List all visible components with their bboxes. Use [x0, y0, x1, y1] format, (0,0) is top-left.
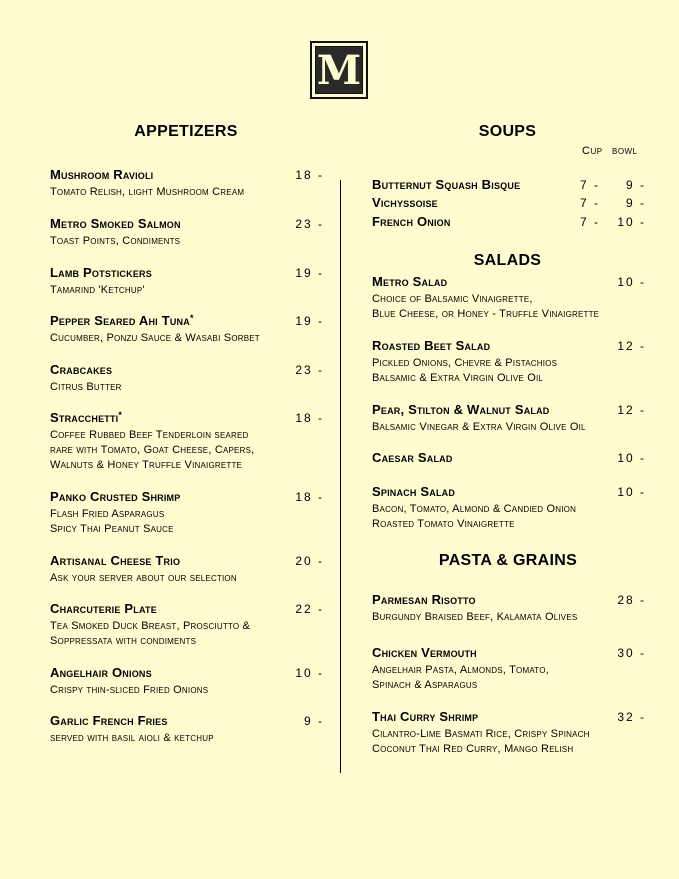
salad-item-description: Balsamic & Extra Virgin Olive Oil: [372, 372, 544, 384]
salad-item-name: Roasted Beet Salad: [372, 338, 491, 353]
pasta-grains-heading: PASTA & GRAINS: [438, 552, 578, 569]
salad-item-price: 10 -: [617, 451, 646, 465]
appetizer-item-price: 23 -: [295, 363, 324, 377]
logo-emblem: [315, 46, 363, 94]
salad-item-description: Roasted Tomato Vinaigrette: [372, 518, 515, 530]
asterisk-mark: *: [118, 410, 123, 420]
salad-item-price: 12 -: [617, 339, 646, 353]
pasta-item-description: Burgundy Braised Beef, Kalamata Olives: [372, 611, 578, 623]
soup-bowl-price: 9 -: [625, 178, 646, 192]
salad-item-price: 10 -: [617, 485, 646, 499]
soup-item-name: French Onion: [372, 214, 451, 229]
appetizer-item-name: Lamb Potstickers: [50, 265, 152, 280]
appetizer-item-name: Stracchetti*: [50, 410, 123, 425]
appetizer-item-description: served with basil aioli & ketchup: [50, 732, 214, 744]
pasta-item-name: Thai Curry Shrimp: [372, 709, 479, 724]
salad-item-description: Blue Cheese, or Honey - Truffle Vinaigrette: [372, 308, 600, 320]
pasta-item-description: Coconut Thai Red Curry, Mango Relish: [372, 743, 574, 755]
appetizer-item-name: Metro Smoked Salmon: [50, 216, 181, 231]
salad-item-description: Balsamic Vinegar & Extra Virgin Olive Oil: [372, 421, 586, 433]
pasta-item-price: 32 -: [617, 710, 646, 724]
appetizer-item-description: Cucumber, Ponzu Sauce & Wasabi Sorbet: [50, 332, 260, 344]
appetizer-item-name: Panko Crusted Shrimp: [50, 489, 181, 504]
salad-item-price: 10 -: [617, 275, 646, 289]
salad-item-name: Pear, Stilton & Walnut Salad: [372, 402, 550, 417]
appetizer-item-description: Tomato Relish, light Mushroom Cream: [50, 186, 245, 198]
appetizer-item-description: Toast Points, Condiments: [50, 235, 181, 247]
restaurant-logo: [310, 41, 368, 99]
appetizer-item-name: Charcuterie Plate: [50, 601, 157, 616]
appetizer-item-name: Pepper Seared Ahi Tuna*: [50, 313, 194, 328]
appetizer-item-description: Citrus Butter: [50, 381, 122, 393]
appetizer-item-description: Soppressata with condiments: [50, 635, 197, 647]
pasta-item-description: Cilantro-Lime Basmati Rice, Crispy Spinach: [372, 728, 590, 740]
pasta-item-price: 30 -: [617, 646, 646, 660]
soup-cup-price: 7 -: [579, 215, 600, 229]
salad-item-name: Metro Salad: [372, 274, 448, 289]
column-divider: [340, 180, 341, 773]
salad-item-name: Caesar Salad: [372, 450, 453, 465]
appetizer-item-name: Artisanal Cheese Trio: [50, 553, 181, 568]
pasta-item-price: 28 -: [617, 593, 646, 607]
salad-item-description: Bacon, Tomato, Almond & Candied Onion: [372, 503, 577, 515]
appetizer-item-name: Garlic French Fries: [50, 713, 168, 728]
appetizer-item-price: 19 -: [295, 314, 324, 328]
soup-cup-price: 7 -: [579, 196, 600, 210]
appetizer-item-description: Spicy Thai Peanut Sauce: [50, 523, 174, 535]
appetizer-item-price: 10 -: [295, 666, 324, 680]
appetizer-item-description: Ask your server about our selection: [50, 572, 237, 584]
salads-heading: SALADS: [473, 252, 542, 269]
appetizer-item-description: Tea Smoked Duck Breast, Prosciutto &: [50, 620, 251, 632]
appetizer-item-price: 19 -: [295, 266, 324, 280]
pasta-item-description: Angelhair Pasta, Almonds, Tomato,: [372, 664, 549, 676]
appetizers-heading: APPETIZERS: [134, 123, 238, 140]
appetizer-item-description: Crispy thin-sliced Fried Onions: [50, 684, 209, 696]
appetizer-item-description: Tamarind 'Ketchup': [50, 284, 145, 296]
asterisk-mark: *: [189, 313, 194, 323]
salad-item-name: Spinach Salad: [372, 484, 456, 499]
logo-letter: M: [316, 46, 362, 94]
appetizer-item-name: Mushroom Ravioli: [50, 167, 154, 182]
soup-bowl-price: 10 -: [617, 215, 646, 229]
appetizer-item-price: 23 -: [295, 217, 324, 231]
appetizer-item-price: 22 -: [295, 602, 324, 616]
appetizer-item-price: 18 -: [295, 490, 324, 504]
appetizer-item-description: Coffee Rubbed Beef Tenderloin seared: [50, 429, 249, 441]
appetizer-item-name: Angelhair Onions: [50, 665, 152, 680]
soups-bowl-header: bowl: [612, 145, 638, 157]
pasta-item-description: Spinach & Asparagus: [372, 679, 478, 691]
appetizer-item-price: 18 -: [295, 168, 324, 182]
appetizer-item-description: Flash Fried Asparagus: [50, 508, 165, 520]
soup-item-name: Vichyssoise: [372, 195, 438, 210]
appetizer-item-price: 20 -: [295, 554, 324, 568]
appetizer-item-price: 9 -: [303, 714, 324, 728]
soups-cup-header: Cup: [582, 145, 603, 157]
salad-item-description: Pickled Onions, Chevre & Pistachios: [372, 357, 558, 369]
appetizer-item-price: 18 -: [295, 411, 324, 425]
appetizer-item-description: rare with Tomato, Goat Cheese, Capers,: [50, 444, 255, 456]
appetizer-item-name: Crabcakes: [50, 362, 113, 377]
appetizer-item-description: Walnuts & Honey Truffle Vinaigrette: [50, 459, 243, 471]
pasta-item-name: Parmesan Risotto: [372, 592, 476, 607]
pasta-item-name: Chicken Vermouth: [372, 645, 477, 660]
salad-item-price: 12 -: [617, 403, 646, 417]
soups-heading: SOUPS: [478, 123, 537, 140]
soup-item-name: Butternut Squash Bisque: [372, 177, 521, 192]
soup-cup-price: 7 -: [579, 178, 600, 192]
soup-bowl-price: 9 -: [625, 196, 646, 210]
salad-item-description: Choice of Balsamic Vinaigrette,: [372, 293, 533, 305]
